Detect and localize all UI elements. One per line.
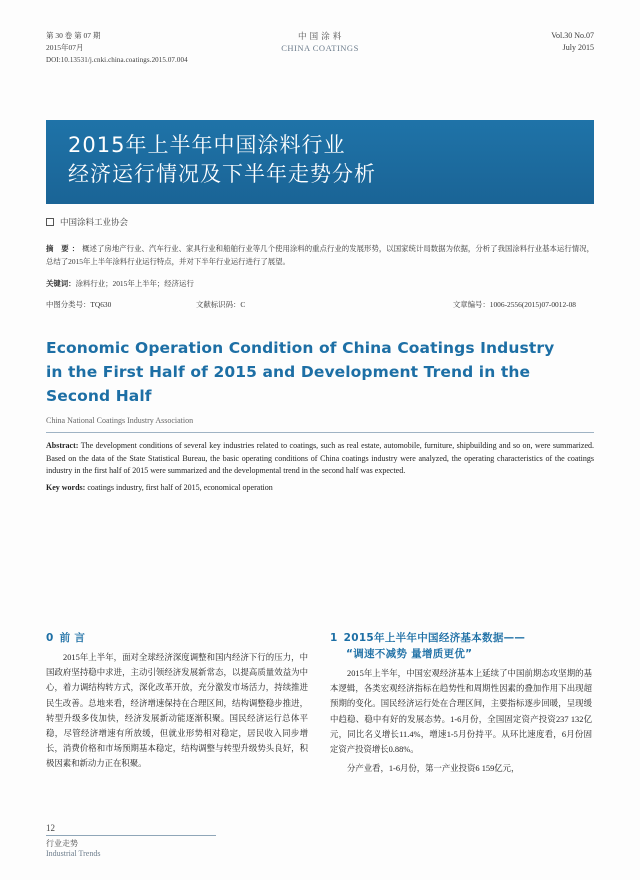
volume-issue: 第 30 卷 第 07 期 xyxy=(46,31,101,40)
section-number-0: 0 xyxy=(46,632,54,644)
classification-row xyxy=(46,299,594,310)
issue-date-cn: 2015年07月 xyxy=(46,43,84,52)
section-number-1: 1 xyxy=(330,632,338,644)
title-en-line-3: Second Half xyxy=(46,387,152,405)
column-left xyxy=(46,630,308,776)
article-id: 文章编号：1006-2556(2015)07-0012-08 xyxy=(452,300,576,309)
author-row xyxy=(46,216,594,228)
abstract-en xyxy=(46,440,594,478)
keywords-cn xyxy=(46,277,594,290)
abstract-cn-label: 摘 要： xyxy=(46,244,83,253)
title-line-2: 经济运行情况及下半年走势分析 xyxy=(68,162,376,186)
abstract-cn xyxy=(46,242,594,268)
section-title-0: 前 言 xyxy=(59,632,86,644)
author-name-en: China National Coatings Industry Association xyxy=(46,416,194,425)
page-number: 12 xyxy=(46,823,55,833)
author-name-cn: 中国涂料工业协会 xyxy=(60,217,129,227)
keywords-cn-text: 涂料行业；2015年上半年；经济运行 xyxy=(75,279,194,288)
journal-name-cn: 中 国 涂 料 xyxy=(298,31,342,41)
abstract-cn-text: 概述了房地产行业、汽车行业、家具行业和船舶行业等几个使用涂料的重点行业的发展形势，以国家统计局数据为依据，分析了我国涂料行业基本运行情况，总结了2015年上半年涂料行业运行特点，并对下半年行业运行进行了展望。 xyxy=(46,244,594,266)
abstract-en-label: Abstract: xyxy=(46,441,79,450)
document-code: 文献标识码：C xyxy=(196,300,246,309)
square-bullet-icon xyxy=(46,218,54,226)
doi-text: DOI:10.13531/j.cnki.china.coatings.2015.07.004 xyxy=(46,56,188,64)
section-subtitle-1: “调速不减势 量增质更优” xyxy=(346,648,473,660)
cn-classification-number: 中图分类号：TQ630 xyxy=(46,300,112,309)
keywords-cn-label: 关键词： xyxy=(46,279,76,288)
keywords-en-text: coatings industry, first half of 2015, economical operation xyxy=(87,482,273,492)
issue-date-en: July 2015 xyxy=(562,43,594,52)
title-line-1: 2015年上半年中国涂料行业 xyxy=(68,133,346,157)
title-en-line-1: Economic Operation Condition of China Coatings Industry xyxy=(46,339,555,357)
keywords-en-label: Key words: xyxy=(46,482,86,492)
title-banner xyxy=(46,120,594,204)
journal-name-en: CHINA COATINGS xyxy=(281,43,359,53)
footer-section-en: Industrial Trends xyxy=(46,849,101,858)
divider-rule xyxy=(46,432,594,433)
footer-section-cn: 行业走势 xyxy=(46,839,78,848)
header-right xyxy=(551,30,594,54)
volume-issue-en: Vol.30 No.07 xyxy=(551,31,594,40)
footer-divider xyxy=(46,835,216,836)
page-footer xyxy=(46,823,226,858)
title-en xyxy=(46,336,594,408)
title-en-line-2: in the First Half of 2015 and Development Trend in the xyxy=(46,363,531,381)
abstract-en-text: The development conditions of several key industries related to coatings, such as real estate, automobile, furniture, shipbuilding and so on, were summarized. Based on the data of the State Statistical Bureau, the basic operating conditions of China coatings industry were analyzed, the operating characteristics of the coatings industry in the first half of 2015 were summarized and the developmental trend in the second half was expected. xyxy=(46,441,595,475)
body-columns xyxy=(46,630,594,776)
section-heading-0 xyxy=(46,630,308,646)
keywords-en xyxy=(46,482,594,495)
header-center xyxy=(46,30,594,54)
section-heading-1 xyxy=(330,630,592,662)
section-title-1: 2015年上半年中国经济基本数据—— xyxy=(343,632,526,644)
paragraph: 2015年上半年，面对全球经济深度调整和国内经济下行的压力，中国政府坚持稳中求进，主动引领经济发展新常态，以提高质量效益为中心，着力调结构转方式，深化改革开放，充分激发市场活力，持续推进民生改善。总地来看，经济增速保持在合理区间，结构调整稳步推进，转型升级多伎加快，经济发展新动能逐渐积聚。国民经济运行总体平稳，尽管经济增速有所放缓，但就业形势相对稳定，居民收入同步增长，消费价格和市场预期基本稳定，结构调整与转型升级势头良好，积极因素和新动力正在积聚。 xyxy=(46,653,308,769)
paragraph: 分产业看，1-6月份，第一产业投资6 159亿元， xyxy=(347,764,520,774)
paragraph: 2015年上半年，中国宏观经济基本上延续了中国前期态攻坚期的基本逻辑，各类宏观经济指标在趋势性和周期性因素的叠加作用下出现超预期的变化。国民经济运行处在合理区间，主要指标逐步回暖，呈现缓中趋稳、稳中有好的发展态势。1-6月份，全国固定资产投资237 132亿元，同比名义增长11.4%，增速1-5月份持平。从环比速度看，6月份固定资产投资增长0.88%。 xyxy=(330,669,592,755)
column-right xyxy=(330,630,592,776)
page-header xyxy=(46,0,594,82)
